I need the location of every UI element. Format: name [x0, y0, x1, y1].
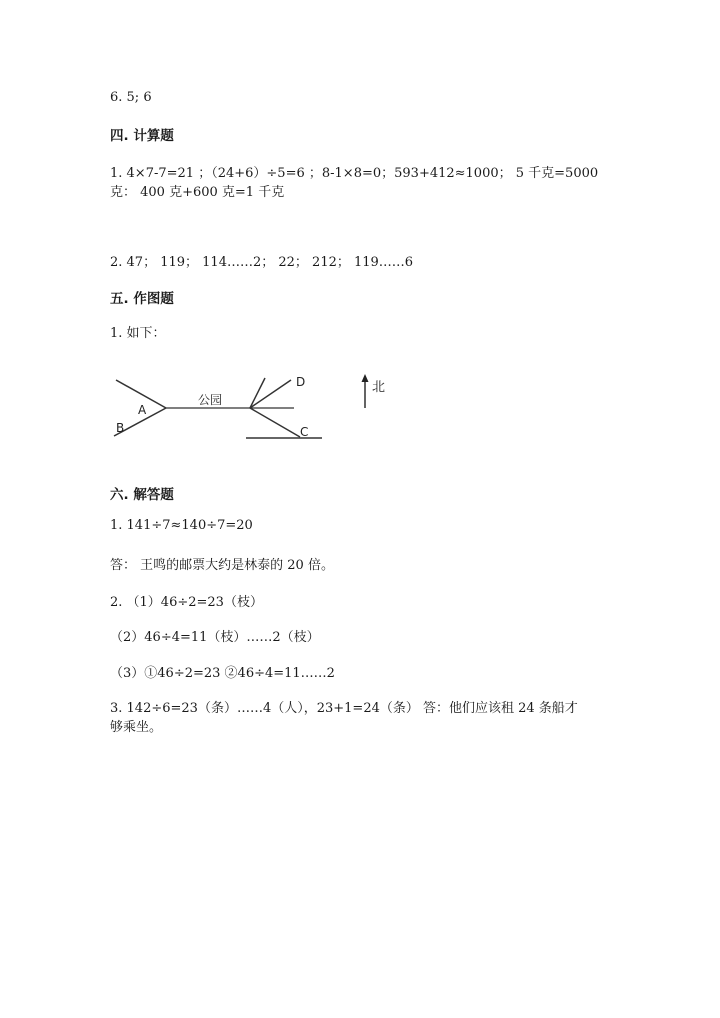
word-problem-2-part-3: （3）①46÷2=23 ②46÷4=11……2 — [110, 666, 335, 681]
word-problem-2-part-2: （2）46÷4=11（枝）……2（枝） — [110, 630, 320, 645]
word-problem-3-line-a: 3. 142÷6=23（条）……4（人），23+1=24（条） 答：他们应该租 24 条船才 — [110, 701, 578, 716]
calc-answer-1-line-b: 克： 400 克+600 克=1 千克 — [110, 185, 285, 200]
point-d-label: D — [296, 375, 306, 389]
path-line-to-d — [250, 380, 291, 408]
point-a-label: A — [138, 403, 147, 417]
point-c-label: C — [300, 425, 309, 439]
north-arrow-icon — [362, 374, 369, 382]
section-heading-word-problems: 六. 解答题 — [110, 487, 174, 503]
word-problem-1-equation: 1. 141÷7≈140÷7=20 — [110, 518, 253, 533]
point-b-label: B — [116, 421, 125, 435]
word-problem-2-part-1: 2. （1）46÷2=23（枝） — [110, 595, 263, 610]
north-label: 北 — [372, 380, 386, 395]
word-problem-3-line-b: 够乘坐。 — [110, 720, 163, 735]
section-heading-calculation: 四. 计算题 — [110, 128, 174, 144]
path-line-to-c — [250, 408, 300, 437]
route-map-diagram — [108, 364, 408, 446]
section-heading-drawing: 五. 作图题 — [110, 291, 174, 307]
park-label: 公园 — [198, 393, 223, 407]
word-problem-1-answer: 答： 王鸣的邮票大约是林泰的 20 倍。 — [110, 558, 334, 573]
drawing-answer-label: 1. 如下： — [110, 326, 166, 341]
answer-line-6: 6. 5; 6 — [110, 90, 152, 105]
calc-answer-1-line-a: 1. 4×7-7=21 ；（24+6）÷5=6 ；8-1×8=0；593+412≈1000； 5 千克=5000 — [110, 166, 599, 181]
calc-answer-2: 2. 47； 119； 114……2； 22； 212； 119……6 — [110, 255, 414, 270]
